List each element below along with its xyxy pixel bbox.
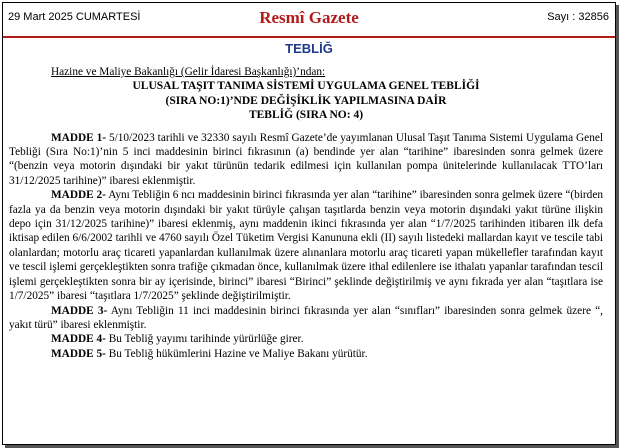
heading-line: ULUSAL TAŞIT TANIMA SİSTEMİ UYGULAMA GENEL TEBLİĞİ xyxy=(132,80,480,93)
gazette-header xyxy=(3,3,615,36)
heading-line: (SIRA NO:1)’NDE DEĞİŞİKLİK YAPILMASINA DAİR xyxy=(165,94,447,107)
article-text: 5/10/2023 tarihli ve 32330 sayılı Resmî Gazete’de yayımlanan Ulusal Taşıt Tanıma Sistemi Uygulama Genel Tebliği (Sıra No:1)’nin 5 inci maddesinin birinci fıkrasının (a) bendinde yer alan “tarihine” ibaresinden sonra gelmek üzere “(benzin veya motorin dışındaki bir yakıt türünün tedarik edilmesi için kullanılan pompa ünitelerinde kullanılacak TTO’ları 31/12/2025 tarihine)” ibaresi eklenmiştir. xyxy=(9,131,603,187)
publication-date: 29 Mart 2025 CUMARTESİ xyxy=(8,11,141,23)
document-body xyxy=(9,65,603,361)
issue-number: Sayı : 32856 xyxy=(547,11,609,23)
article-1 xyxy=(9,131,603,189)
article-label: MADDE 5- xyxy=(51,347,106,360)
article-text: Aynı Tebliğin 6 ncı maddesinin birinci fıkrasında yer alan “tarihine” ibaresinden sonra gelmek üzere “(birden fazla ya da benzin veya motorin dışındaki bir yakıt türüyle çalışan taşıtlarda benzin veya motorin dışındaki yakıt türüne ilişkin depo için 31/12/2025 tarihine)” ibaresi eklenmiş, aynı maddenin ikinci fıkrasında yer alan “1/7/2025 tarihinden itibaren ilk defa iktisap edilen 6/6/2002 tarihli ve 4760 sayılı Özel Tüketim Vergisi Kanununa ekli (II) sayılı listedeki mallardan kayıt ve tescile tabi olanlardan; motorlu araç ticareti yapanlardan kullanılmak üzere alınanlara motorlu araç ticareti yapan mükellefler tarafından kayıt ve tescil işlemi gerçekleştikten sonra trafiğe çıkmadan önce, kullanılmak üzere ithal edilenlere ise ithalatı yapanlar tarafından tescil işlemi gerçekleştikten sonra bir ay içerisinde, birinci” ibaresi “Birinci” şeklinde değiştirilmiş ve aynı fıkrada yer alan “taşıtlara ise 1/7/2025” ibaresi “taşıtlara 1/7/2025” şeklinde değiştirilmiştir. xyxy=(9,189,603,303)
article-label: MADDE 4- xyxy=(51,333,106,346)
article-4 xyxy=(9,332,603,346)
issuing-institution: Hazine ve Maliye Bakanlığı (Gelir İdaresi Başkanlığı)’ndan: xyxy=(51,66,326,78)
article-label: MADDE 3- xyxy=(51,304,108,317)
article-text: Bu Tebliğ yayımı tarihinde yürürlüğe girer. xyxy=(105,333,304,346)
gazette-page xyxy=(2,2,616,445)
article-5 xyxy=(9,347,603,361)
heading-line: TEBLİĞ (SIRA NO: 4) xyxy=(248,109,364,122)
article-text: Aynı Tebliğin 11 inci maddesinin birinci fıkrasında yer alan “sınıfları” ibaresinden sonra gelmek üzere “, yakıt türü” ibaresi eklenmiştir. xyxy=(9,304,603,331)
gazette-title: Resmî Gazete xyxy=(259,8,359,27)
article-2 xyxy=(9,188,603,303)
article-3 xyxy=(9,304,603,333)
article-text: Bu Tebliğ hükümlerini Hazine ve Maliye Bakanı yürütür. xyxy=(105,347,368,360)
article-label: MADDE 1- xyxy=(51,131,107,144)
document-heading xyxy=(9,79,603,122)
header-divider xyxy=(3,36,615,38)
article-label: MADDE 2- xyxy=(51,189,106,202)
section-title: TEBLİĞ xyxy=(285,41,333,56)
